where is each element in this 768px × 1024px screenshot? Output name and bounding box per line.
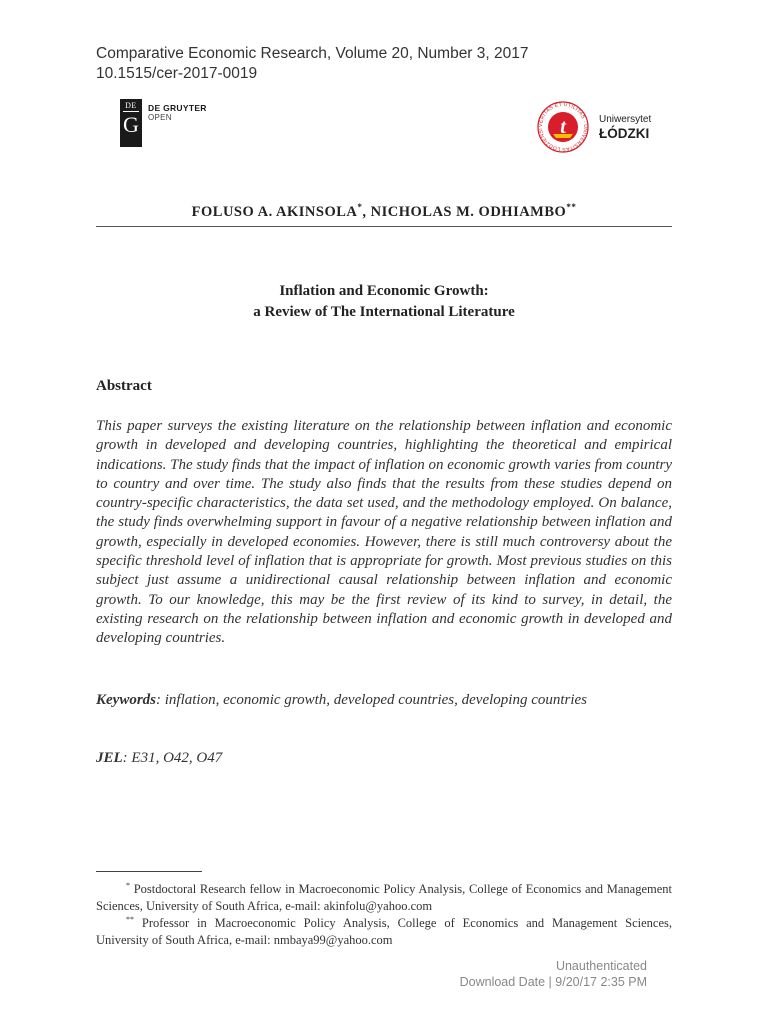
university-emblem-icon [537, 101, 589, 153]
jel-label: JEL [96, 750, 123, 766]
keywords-colon: : [156, 692, 165, 708]
publisher-sub: OPEN [148, 113, 172, 122]
footnote-2-mark: ** [126, 915, 134, 924]
doi: 10.1515/cer-2017-0019 [96, 65, 258, 82]
abstract-text: This paper surveys the existing literature on the relationship between inflation and economic growth in developed and developing countries, highlighting the theoretical and empirical indications. The study finds that the impact of inflation on economic growth varies from country to country and over time. The study also finds that the results from these studies depend on country-specific characteristics, the data set used, and the methodology employed. On balance, the study finds overwhelming support in favour of a negative relationship between inflation and growth, especially in developed economies. However, there is still much controversy about the specific threshold level of inflation that is appropriate for growth. Most previous studies on this subject just assume a unidirectional causal relationship between inflation and economic growth. To our knowledge, this may be the first review of its kind to survey, in detail, the existing research on the relationship between inflation and economic growth in developed and developing countries. [96, 418, 672, 647]
university-logo-text [599, 114, 651, 141]
footnote-2 [96, 912, 672, 948]
logo-box-bottom: G [123, 112, 139, 137]
logo-box-top: DE [125, 101, 137, 110]
download-watermark [460, 958, 647, 990]
title-line-1: Inflation and Economic Growth: [279, 283, 489, 299]
university-logo [537, 101, 651, 153]
author-1: FOLUSO A. AKINSOLA [191, 203, 358, 220]
de-gruyter-logo-text [148, 103, 207, 123]
emblem-letter: t [560, 116, 566, 138]
author-2: NICHOLAS M. ODHIAMBO [370, 203, 567, 220]
jel-colon: : [122, 750, 132, 766]
footnote-rule [96, 871, 202, 872]
title-line-2: a Review of The International Literature [253, 304, 515, 320]
keywords-text: inflation, economic growth, developed countries, developing countries [164, 692, 588, 708]
footnote-1-text: Postdoctoral Research fellow in Macroeconomic Policy Analysis, College of Economics and Management Sciences, University of South Africa, e-mail: akinfolu@yahoo.com [96, 882, 672, 913]
watermark-line-1: Unauthenticated [555, 959, 647, 973]
university-line1: Uniwersytet [599, 113, 652, 125]
abstract-heading: Abstract [96, 378, 152, 394]
journal-header [96, 44, 529, 84]
author-1-mark: * [357, 202, 363, 212]
paper-title [96, 281, 672, 323]
authors [96, 202, 672, 221]
emblem-ring-text: VERITAS ET UTILITAS · UNIVERSITAS LODZIENSI [537, 101, 589, 153]
keywords-label: Keywords [96, 692, 156, 708]
watermark-line-2: Download Date | 9/20/17 2:35 PM [459, 975, 647, 989]
university-line2: ŁÓDZKI [599, 125, 650, 141]
footnote-1 [96, 878, 672, 914]
de-gruyter-logo [120, 99, 207, 147]
keywords [96, 691, 656, 710]
journal-line: Comparative Economic Research, Volume 20, Number 3, 2017 [96, 45, 529, 62]
publisher-name: DE GRUYTER [148, 103, 207, 113]
de-gruyter-logo-box [120, 99, 142, 147]
header-rule [96, 226, 672, 227]
footnote-1-mark: * [126, 881, 130, 890]
author-2-mark: ** [566, 202, 577, 212]
author-separator: , [362, 203, 371, 220]
jel-text: E31, O42, O47 [131, 750, 223, 766]
jel-codes [96, 750, 222, 767]
footnote-2-text: Professor in Macroeconomic Policy Analysis, College of Economics and Management Sciences, University of South Africa, e-mail: nmbaya99@yahoo.com [96, 916, 672, 947]
